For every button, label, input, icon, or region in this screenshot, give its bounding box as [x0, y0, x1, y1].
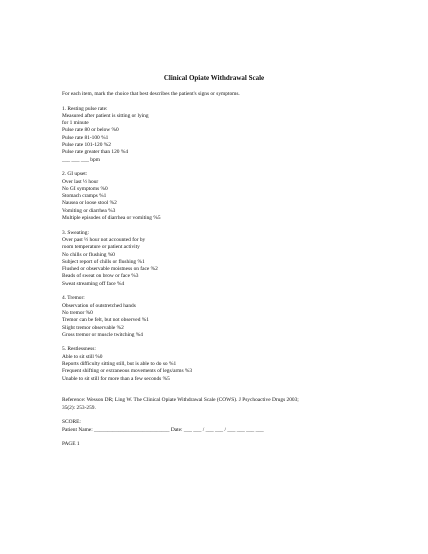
option-line: Gross tremor or muscle twitching %4: [62, 331, 143, 338]
section-line: Measured after patient is sitting or lying: [62, 112, 149, 119]
option-line: Frequent shifting or extraneous movements of legs/arms %3: [62, 368, 193, 375]
option-line: No GI symptoms %0: [62, 185, 108, 192]
bpm-blank: ___ ___ ___ bpm: [62, 156, 100, 163]
option-line: Vomiting or diarrhea %3: [62, 207, 116, 214]
option-line: Subject report of chills or flushing %1: [62, 258, 145, 265]
option-line: Pulse rate 81-100 %1: [62, 134, 109, 141]
page-number: PAGE 1: [62, 441, 80, 448]
section-line: room temperature or patient activity: [62, 244, 140, 251]
section-restlessness: [62, 346, 382, 382]
option-line: Pulse rate 80 or below %0: [62, 127, 119, 134]
option-line: Pulse rate 101-120 %2: [62, 142, 111, 149]
option-line: Pulse rate greater than 120 %4: [62, 149, 129, 156]
section-line: Over last ½ hour: [62, 178, 99, 185]
score-label: SCORE:: [62, 419, 81, 426]
option-line: No tremor %0: [62, 309, 93, 316]
option-line: Slight tremor observable %2: [62, 324, 124, 331]
section-tremor: [62, 295, 382, 339]
document-body: [62, 91, 382, 449]
section-heading: 5. Restlessness:: [62, 346, 96, 353]
instructions-text: For each item, mark the choice that best describes the patient's signs or symptoms.: [62, 91, 240, 97]
section-sweating: [62, 230, 382, 288]
section-heading: 4. Tremor:: [62, 295, 85, 302]
option-line: Unable to sit still for more than a few seconds %5: [62, 375, 170, 382]
section-heading: 3. Sweating:: [62, 229, 89, 236]
reference-citation: [62, 397, 382, 412]
option-line: Multiple episodes of diarrhea or vomiting %5: [62, 215, 161, 222]
reference-line: 35(2): 253-259.: [62, 404, 96, 411]
option-line: Able to sit still %0: [62, 353, 103, 360]
option-line: Tremor can be felt, but not observed %1: [62, 317, 149, 324]
section-line: Observation of outstretched hands: [62, 302, 136, 309]
patient-name-date-line: Patient Name: ____________________________ Date: ___ ___ / ___ ___ / ___ ___ ___ ___: [62, 426, 264, 433]
section-heading: 2. GI upset:: [62, 171, 88, 178]
option-line: Stomach cramps %1: [62, 193, 107, 200]
option-line: Flushed or observable moistness on face %2: [62, 266, 158, 273]
option-line: Nausea or loose stool %2: [62, 200, 117, 207]
page-title: Clinical Opiate Withdrawal Scale: [163, 74, 265, 82]
option-line: Beads of sweat on brow or face %3: [62, 273, 139, 280]
option-line: Reports difficulty sitting still, but is able to do so %1: [62, 360, 177, 367]
section-resting-pulse: [62, 106, 382, 164]
section-heading: 1. Resting pulse rate:: [62, 105, 108, 112]
option-line: No chills or flushing %0: [62, 251, 116, 258]
section-line: for 1 minute: [62, 120, 89, 127]
reference-line: Reference: Wesson DR; Ling W. The Clinical Opiate Withdrawal Scale (COWS). J Psychoactive Drugs 2003;: [62, 397, 299, 404]
section-gi-upset: [62, 171, 382, 222]
option-line: Sweat streaming off face %4: [62, 280, 125, 287]
section-line: Over past ½ hour not accounted for by: [62, 236, 146, 243]
